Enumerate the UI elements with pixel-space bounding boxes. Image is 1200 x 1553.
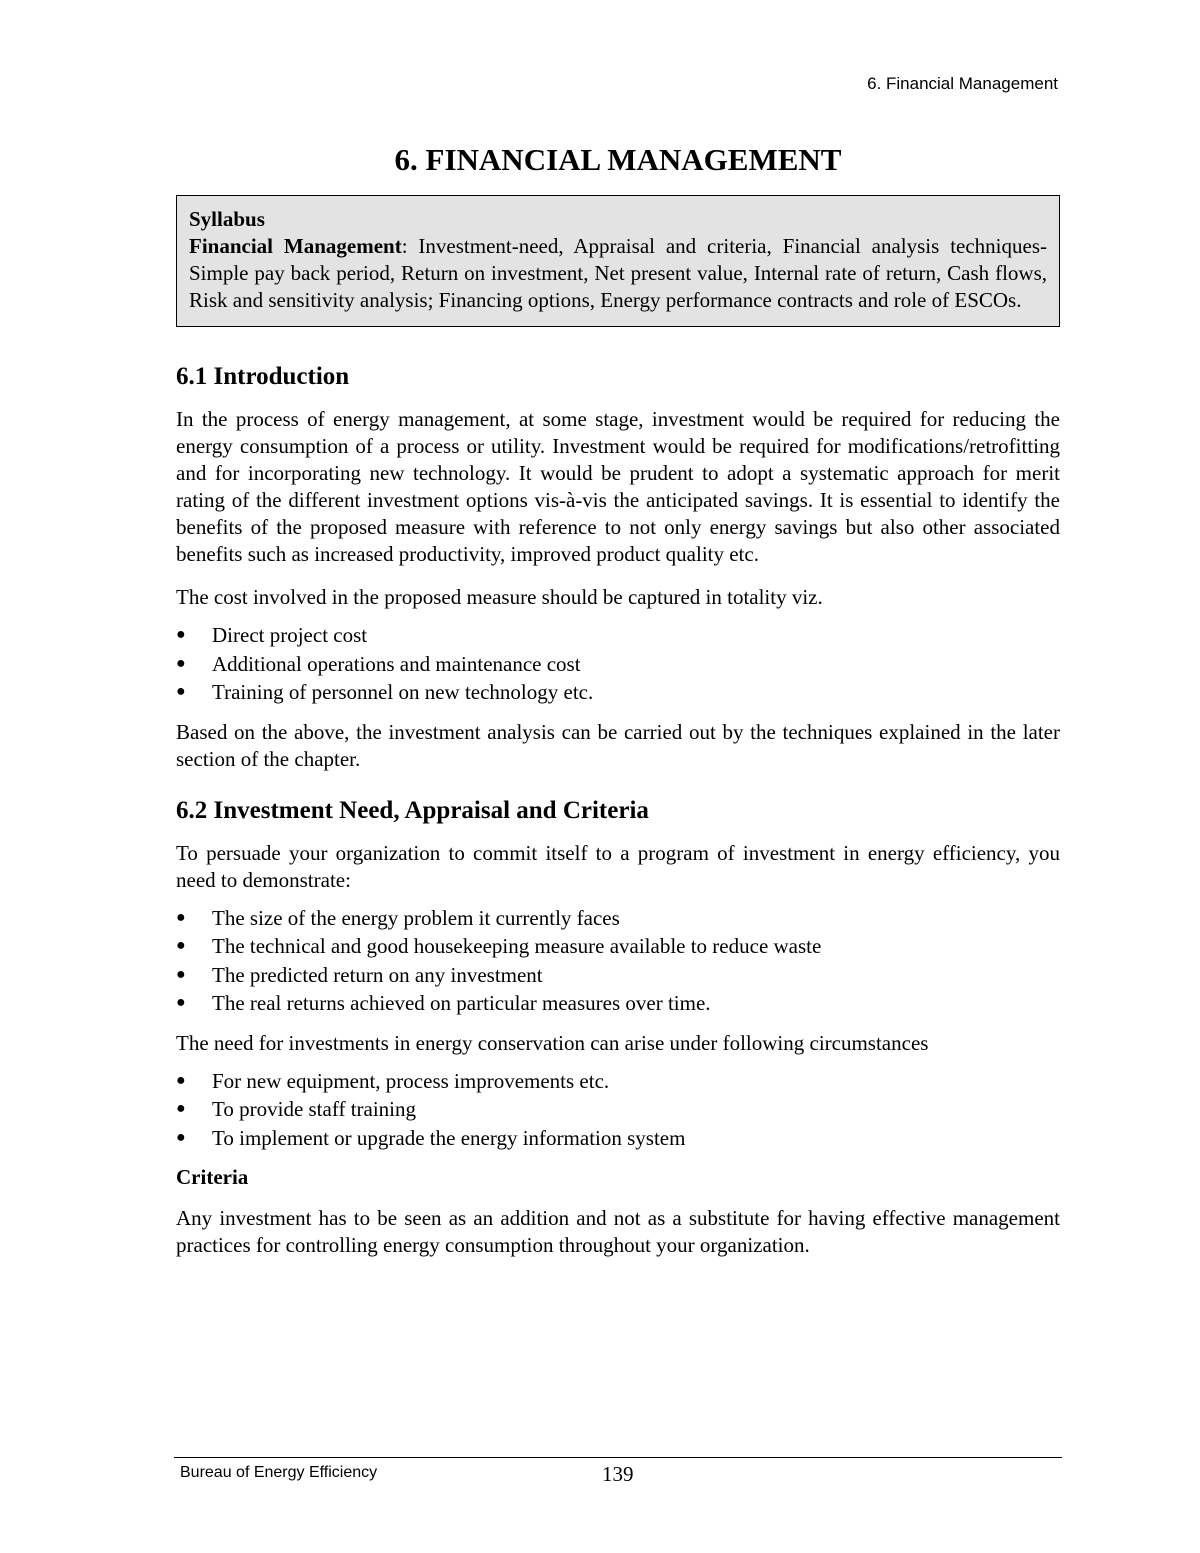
- criteria-heading: Criteria: [176, 1165, 249, 1189]
- criteria-paragraph: Any investment has to be seen as an addition and not as a substitute for having effective management practices for controlling energy consumption throughout your organization.: [176, 1206, 1060, 1257]
- syllabus-box: [176, 195, 1060, 327]
- bullet-icon: ●: [176, 937, 186, 954]
- bullet-icon: ●: [176, 626, 186, 643]
- page-footer: [174, 1457, 1062, 1498]
- syllabus-text: : Investment-need, Appraisal and criteria, Financial analysis techniques-Simple pay back period, Return on investment, Net present value, Internal rate of return, Cash flows, Risk and sensitivity analysis; Financing options, Energy performance contracts and role of ESCOs.: [189, 234, 1047, 312]
- list-item: ● The real returns achieved on particular measures over time.: [176, 989, 1060, 1018]
- bullet-icon: ●: [176, 1071, 186, 1089]
- list-item: ● The technical and good housekeeping measure available to reduce waste: [176, 932, 1060, 961]
- bullet-icon: ●: [176, 1128, 186, 1146]
- running-header: 6. Financial Management: [867, 74, 1058, 93]
- bullet-icon: ●: [176, 965, 186, 983]
- cost-list: [176, 621, 1060, 707]
- list-item: ● The size of the energy problem it currently faces: [176, 904, 1060, 933]
- section-6-2-heading: 6.2 Investment Need, Appraisal and Criteria: [176, 796, 649, 824]
- bullet-icon: ●: [176, 908, 186, 926]
- bullet-icon: ●: [176, 654, 186, 672]
- list-item: ● Training of personnel on new technology etc.: [176, 678, 1060, 707]
- list-item: ● Additional operations and maintenance cost: [176, 650, 1060, 679]
- intro-paragraph-1: In the process of energy management, at some stage, investment would be required for reducing the energy consumption of a process or utility. Investment would be required for modifications/retrofitting and for incorporating new technology. It would be prudent to adopt a systematic approach for merit rating of the different investment options vis-à-vis the anticipated savings. It is essential to identify the benefits of the proposed measure with reference to not only energy savings but also other associated benefits such as increased productivity, improved product quality etc.: [176, 407, 1060, 566]
- list-item: ● To implement or upgrade the energy information system: [176, 1124, 1060, 1153]
- demonstrate-list: [176, 904, 1060, 1018]
- chapter-title: 6. FINANCIAL MANAGEMENT: [394, 142, 842, 177]
- investment-paragraph-1: To persuade your organization to commit itself to a program of investment in energy efficiency, you need to demonstrate:: [176, 840, 1060, 892]
- syllabus-body: [189, 233, 1047, 314]
- list-item: ● The predicted return on any investment: [176, 961, 1060, 990]
- list-item: ● Direct project cost: [176, 621, 1060, 650]
- syllabus-subject: Financial Management: [189, 234, 402, 258]
- page-content: [176, 140, 1060, 1275]
- intro-paragraph-2: The cost involved in the proposed measure should be captured in totality viz.: [176, 585, 823, 609]
- list-item: ● For new equipment, process improvements etc.: [176, 1067, 1060, 1096]
- section-6-1-heading: 6.1 Introduction: [176, 363, 350, 390]
- bullet-icon: ●: [176, 1100, 186, 1117]
- syllabus-heading: Syllabus: [189, 207, 265, 231]
- circumstances-list: [176, 1067, 1060, 1153]
- bullet-icon: ●: [176, 683, 186, 700]
- bullet-icon: ●: [176, 994, 186, 1011]
- footer-organization: Bureau of Energy Efficiency: [180, 1464, 378, 1481]
- investment-paragraph-2: The need for investments in energy conservation can arise under following circumstances: [176, 1030, 929, 1055]
- list-item: ● To provide staff training: [176, 1095, 1060, 1124]
- intro-paragraph-3: Based on the above, the investment analysis can be carried out by the techniques explained in the later section of the chapter.: [176, 719, 1060, 771]
- page-number: 139: [602, 1462, 634, 1486]
